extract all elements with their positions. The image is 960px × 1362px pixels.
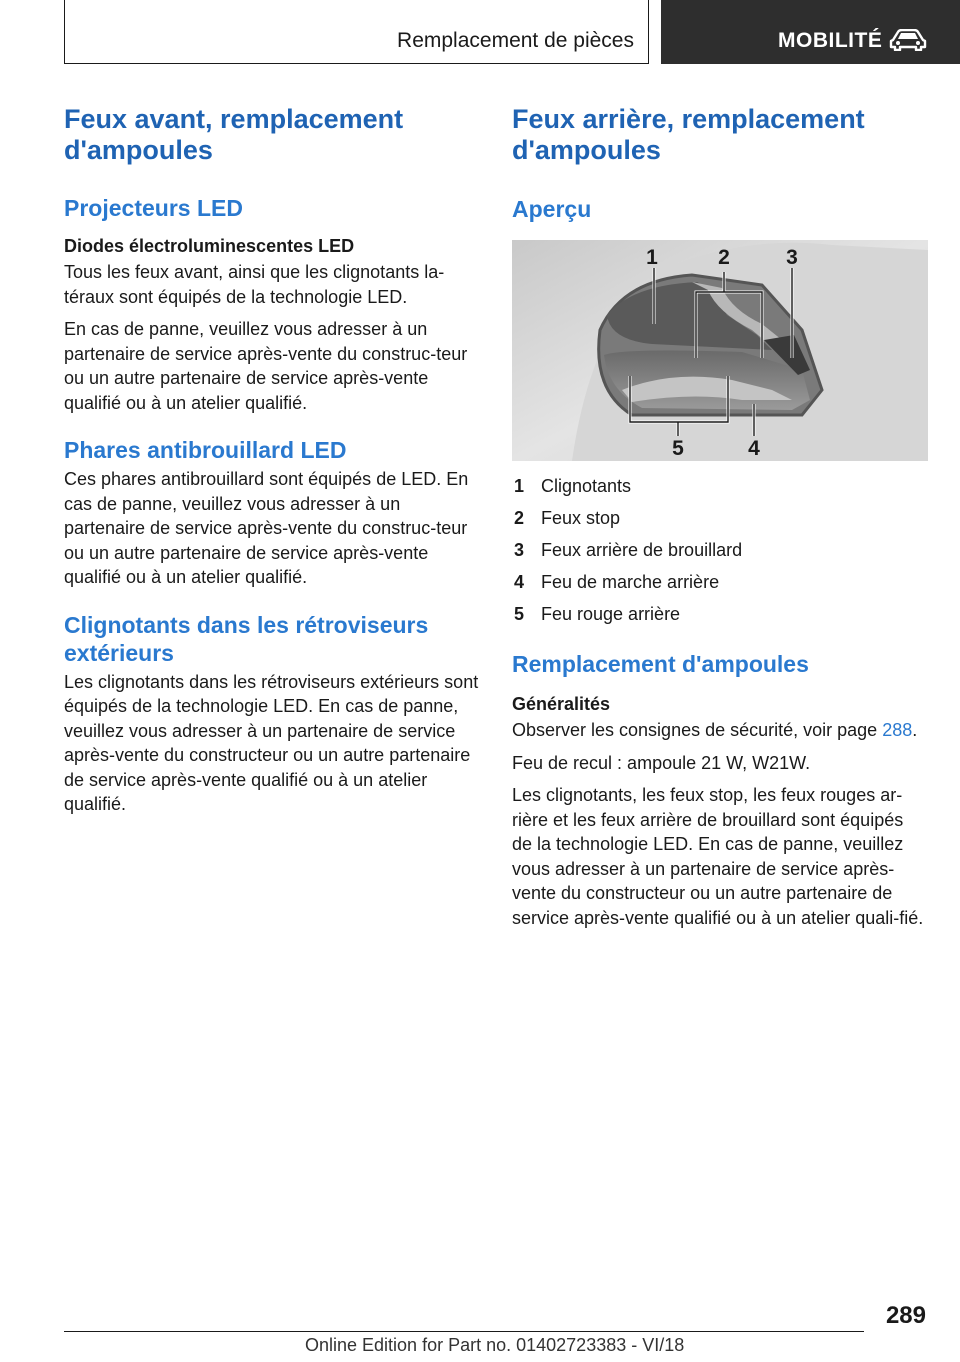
legend-text: Feu rouge arrière xyxy=(541,604,681,624)
figure-legend xyxy=(512,470,928,630)
header-chapter-box xyxy=(661,0,960,64)
led-diodes-subheading: Diodes électroluminescentes LED xyxy=(64,236,355,256)
callout-4: 4 xyxy=(748,437,760,460)
legend-item xyxy=(512,566,928,598)
overview-heading: Aperçu xyxy=(512,196,592,222)
left-column xyxy=(64,104,484,817)
tail-light-figure xyxy=(512,240,928,461)
right-column xyxy=(512,104,928,930)
page-link[interactable]: 288 xyxy=(882,720,913,740)
safety-text: Observer les consignes de sécurité, voir page xyxy=(512,720,878,740)
legend-text: Feux arrière de brouillard xyxy=(541,540,743,560)
legend-text: Feu de marche arrière xyxy=(541,572,720,592)
footer-divider xyxy=(64,1331,864,1332)
fog-lights-heading: Phares antibrouillard LED xyxy=(64,437,347,463)
mirror-indicators-heading: Clignotants dans les rétroviseurs extérieurs xyxy=(64,611,429,666)
legend-item xyxy=(512,470,928,502)
legend-number: 2 xyxy=(514,508,525,528)
safety-end: . xyxy=(912,720,918,740)
legend-item xyxy=(512,502,928,534)
front-lights-title: Feux avant, remplacement d'ampoules xyxy=(64,104,404,165)
legend-number: 1 xyxy=(514,476,525,496)
mirror-indicators-paragraph: Les clignotants dans les rétroviseurs extérieurs sont équipés de la technologie LED. En cas de panne, veuillez vous adresser à un partenaire de service après-vente du constructeur ou un autre partenaire de service après-vente qualifié ou à un atelier qualifié. xyxy=(64,671,479,814)
legend-text: Feux stop xyxy=(541,508,621,528)
led-rear-paragraph: Les clignotants, les feux stop, les feux rouges ar-rière et les feux arrière de brouillard sont équipés de la technologie LED. En cas de panne, veuillez vous adresser à un partenaire de service après-vente du constructeur ou un autre partenaire de service après-vente qualifié ou à un atelier quali-fié. xyxy=(512,785,924,928)
reverse-bulb-paragraph: Feu de recul : ampoule 21 W, W21W. xyxy=(512,752,811,773)
led-projectors-paragraph-1: Tous les feux avant, ainsi que les clignotants la-téraux sont équipés de la technologie LED. xyxy=(64,262,445,307)
callout-3: 3 xyxy=(786,246,798,269)
legend-number: 3 xyxy=(514,540,525,560)
section-title: Remplacement de pièces xyxy=(397,29,634,52)
led-projectors-paragraph-2: En cas de panne, veuillez vous adresser à un partenaire de service après-vente du construc-teur ou un autre partenaire de service après-vente qualifié ou à un atelier qualifié. xyxy=(64,319,468,413)
legend-item xyxy=(512,598,928,630)
legend-text: Clignotants xyxy=(541,476,632,496)
callout-5: 5 xyxy=(672,437,684,460)
legend-number: 5 xyxy=(514,604,525,624)
car-icon xyxy=(889,29,927,51)
legend-number: 4 xyxy=(514,572,525,592)
page-number: 289 xyxy=(885,1302,926,1329)
edition-text: Online Edition for Part no. 01402723383 - VI/18 xyxy=(305,1335,685,1355)
chapter-title: MOBILITÉ xyxy=(778,29,883,52)
fog-lights-paragraph: Ces phares antibrouillard sont équipés de LED. En cas de panne, veuillez vous adresser à un partenaire de service après-vente du construc-teur ou un autre partenaire de service après-vente qualifié ou à un atelier qualifié. xyxy=(64,469,469,587)
callout-2: 2 xyxy=(718,246,730,269)
safety-paragraph xyxy=(512,718,928,743)
rear-lights-title: Feux arrière, remplacement d'ampoules xyxy=(512,104,865,165)
legend-item xyxy=(512,534,928,566)
led-projectors-heading: Projecteurs LED xyxy=(64,195,243,221)
header-section-box xyxy=(64,0,649,64)
general-subheading: Généralités xyxy=(512,694,611,714)
callout-1: 1 xyxy=(646,246,658,269)
bulb-replacement-heading: Remplacement d'ampoules xyxy=(512,651,809,677)
